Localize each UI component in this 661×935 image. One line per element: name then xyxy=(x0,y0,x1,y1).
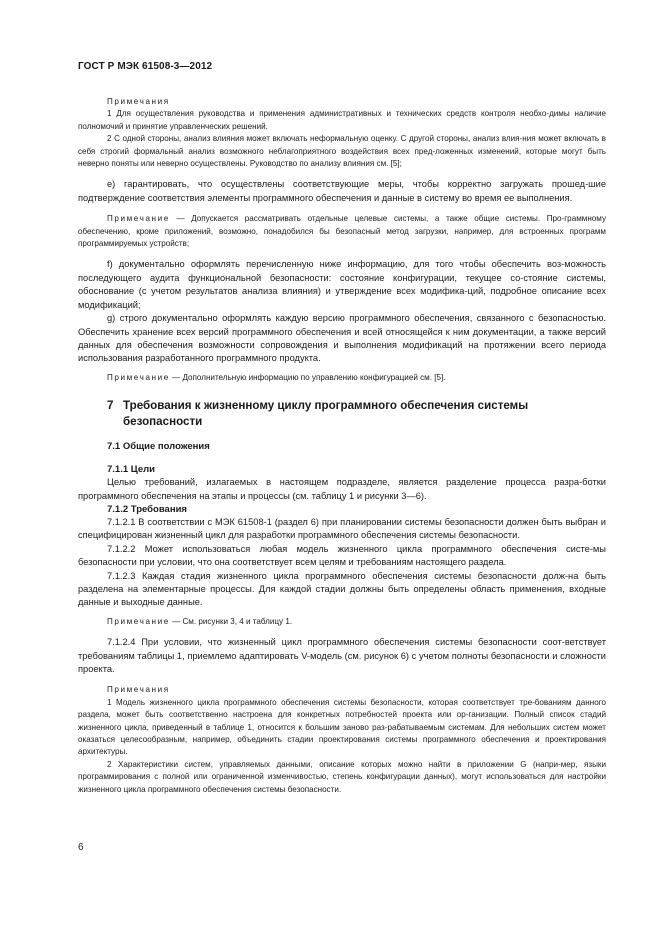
note-block-2 xyxy=(78,213,606,250)
paragraph-f: f) документально оформлять перечисленную ниже информацию, для того чтобы обеспечить воз-можность последующего аудита функциональной безопасности: состояние конфигурации, текущее со-стояние системы, обоснование (с учетом результатов анализа влияния) и утверждение всех модифика-ций, подробное описание всех модификаций; xyxy=(78,259,606,310)
note-inline xyxy=(78,372,606,384)
paragraph-7-1-2-1: 7.1.2.1 В соответствии с МЭК 61508-1 (раздел 6) при планировании системы безопасности должен быть выбран и специфицирован жизненный цикл для разработки программного обеспечения системы безопасности. xyxy=(78,516,606,541)
note-block-4 xyxy=(78,616,606,628)
note-inline xyxy=(78,616,606,628)
section-number: 7 xyxy=(107,399,114,413)
note-item: 1 Модель жизненного цикла программного обеспечения системы безопасности, которая соответствует тре-бованиям данного раздела, может быть соответственно настроена для конкретных потребностей проекта или ор-ганизации. Полный список стадий жизненного цикла, приведенный в таблице 1, относится к большим заново раз-рабатываемым системам. Для небольших систем может оказаться целесообразным, например, объединить стадии проектирования системы программного обеспечения и проектирования архитектуры. xyxy=(78,697,606,757)
notes-title: Примечания xyxy=(107,97,170,106)
note-item: 1 Для осуществления руководства и применения административных и технических средств контроля необхо-димы наличие полномочий и принятие управленческих решений. xyxy=(78,109,606,131)
paragraph-7-1-2-3: 7.1.2.3 Каждая стадия жизненного цикла программного обеспечения системы безопасности долж-на быть разделена на элементарные процессы. Для каждой стадии должны быть определены область применения, входные данные и выходные данные. xyxy=(78,570,606,608)
note-inline xyxy=(78,213,606,250)
note-block-3 xyxy=(78,372,606,384)
note-text: — Допускается рассматривать отдельные целевые системы, а также общие системы. Про-граммному обеспечению, кроме приложений, возможно, понадобился бы безопасный метод загрузки, например, для встроенных программ программируемых устройств; xyxy=(78,214,606,249)
document-header: ГОСТ Р МЭК 61508-3—2012 xyxy=(78,61,213,72)
paragraph-e: e) гарантировать, что осуществлены соответствующие меры, чтобы корректно загружать прошед-шие подтверждение соответствия элементы программного обеспечения и данные в систему во время ее выполнения. xyxy=(78,179,606,203)
note-label: Примечание xyxy=(107,214,170,224)
note-label: Примечание xyxy=(107,616,170,626)
notes-title: Примечания xyxy=(107,685,170,695)
subsection-7-1-1-heading: 7.1.1 Цели xyxy=(107,464,155,476)
section-title: Требования к жизненному циклу программного обеспечения системы безопасности xyxy=(123,399,529,429)
paragraph-g: g) строго документально оформлять каждую версию программного обеспечения, связанного с безопасностью. Обеспечить хранение всех версий программного обеспечения и всей относящейся к ним документации, а также версий данных для обеспечения возможности сопровождения и выполнения модификаций на протяжении всего периода использования разработанного программного продукта. xyxy=(78,313,606,364)
note-label: Примечание xyxy=(107,372,170,382)
paragraph-7-1-2-4: 7.1.2.4 При условии, что жизненный цикл программного обеспечения системы безопасности соот-ветствует требованиям таблицы 1, приемлемо адаптировать V-модель (см. рисунок 6) с учетом полноты безопасности и сложности проекта. xyxy=(78,637,606,674)
paragraph-7-1-2-2: 7.1.2.2 Может использоваться любая модель жизненного цикла программного обеспечения систе-мы безопасности при условии, что она соответствует всем целям и требованиям настоящего раздела. xyxy=(78,543,606,568)
note-text: — См. рисунки 3, 4 и таблицу 1. xyxy=(169,616,293,626)
note-item: 2 Характеристики систем, управляемых данными, описание которых можно найти в приложении G (напри-мер, языки программирования с полной или ограниченной изменчивостью, степень конфигурации данных), могут использоваться для настройки жизненного цикла программного обеспечения системы безопасности. xyxy=(78,759,606,794)
note-text: — Дополнительную информацию по управлению конфигурацией см. [5]. xyxy=(169,372,446,382)
section-7-heading xyxy=(78,398,606,430)
notes-block-5 xyxy=(78,684,606,796)
note-item: 2 С одной стороны, анализ влияния может включать неформальную оценку. С другой стороны, анализ влия-ния может включать в себя строгий формальный анализ возможного неблагоприятного воздействия всех пред-ложенных изменений, которые могут быть неверно поняты или неверно осуществлены. Руководство по анализу влияния см. [5]; xyxy=(78,134,606,169)
subsection-7-1-heading: 7.1 Общие положения xyxy=(107,441,210,453)
page-number: 6 xyxy=(78,842,84,853)
subsection-7-1-2-heading: 7.1.2 Требования xyxy=(107,503,187,515)
paragraph-7-1-1: Целью требований, излагаемых в настоящем подразделе, является разделение процесса разра-ботки программного обеспечения на этапы и процессы (см. таблицу 1 и рисунки 3—6). xyxy=(78,477,606,501)
notes-block-1 xyxy=(78,96,606,170)
